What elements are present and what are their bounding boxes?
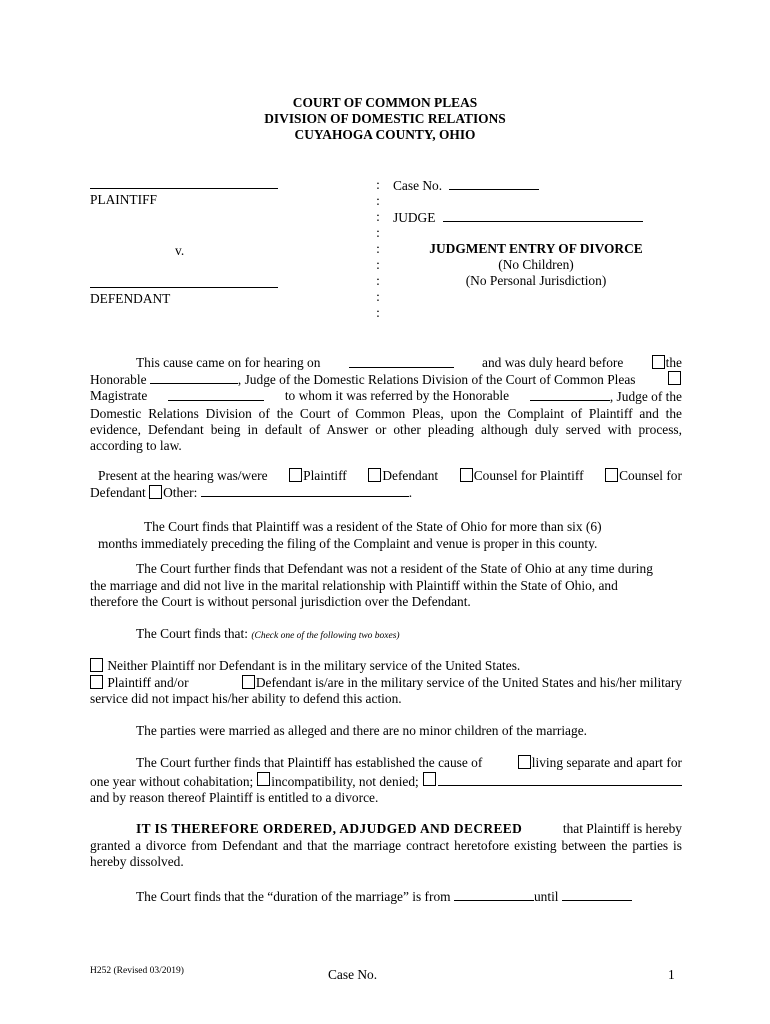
caption-colon: : bbox=[376, 305, 380, 320]
military-intro-text: The Court finds that: bbox=[136, 626, 248, 641]
footer-case-no: Case No. bbox=[328, 967, 378, 982]
hearing-text: This cause came on for hearing on bbox=[136, 355, 321, 370]
judge-name-field[interactable] bbox=[443, 209, 643, 222]
document-subtitle-children: (No Children) bbox=[498, 257, 574, 272]
nonresident-text: The Court further finds that Defendant was not a resident of the State of Ohio at any time during bbox=[136, 561, 653, 576]
caption-colon: : bbox=[376, 257, 380, 272]
duration-text: The Court finds that the “duration of the marriage” is from bbox=[136, 889, 451, 904]
defendant-name-field[interactable] bbox=[90, 277, 278, 288]
residency-text: The Court finds that Plaintiff was a resident of the State of Ohio for more than six (6) bbox=[144, 519, 602, 534]
judge-name-inline-field[interactable] bbox=[150, 371, 238, 384]
defendant-label: DEFENDANT bbox=[90, 291, 171, 306]
present-plaintiff-label: Plaintiff bbox=[303, 468, 347, 483]
magistrate-checkbox[interactable] bbox=[668, 371, 681, 385]
cause-other-checkbox[interactable] bbox=[423, 772, 436, 786]
military-intro bbox=[136, 626, 400, 642]
magistrate-name-field[interactable] bbox=[168, 388, 264, 401]
caption-colon: : bbox=[376, 225, 380, 240]
county-name: CUYAHOGA COUNTY, OHIO bbox=[294, 127, 476, 142]
hearing-text: , Judge of the bbox=[609, 389, 682, 405]
military-defendant-checkbox[interactable] bbox=[242, 675, 255, 689]
plaintiff-label: PLAINTIFF bbox=[90, 192, 157, 207]
order-paragraph bbox=[90, 821, 682, 871]
cause-separate-checkbox[interactable] bbox=[518, 755, 531, 769]
military-none-label: Neither Plaintiff nor Defendant is in the military service of the United States. bbox=[107, 658, 521, 673]
military-service-label: service did not impact his/her ability to defend this action. bbox=[90, 691, 402, 706]
cause-text: The Court further finds that Plaintiff has established the cause of bbox=[136, 755, 483, 770]
order-text: hereby dissolved. bbox=[90, 854, 184, 869]
present-defendant-label: Defendant bbox=[382, 468, 439, 483]
present-paragraph bbox=[90, 468, 682, 501]
marriage-statement: The parties were married as alleged and there are no minor children of the marriage. bbox=[136, 723, 587, 738]
military-none-checkbox[interactable] bbox=[90, 658, 103, 672]
judge-row bbox=[393, 209, 643, 226]
versus-label: v. bbox=[175, 243, 185, 258]
plaintiff-name-field[interactable] bbox=[90, 178, 278, 189]
case-number-field[interactable] bbox=[449, 177, 539, 190]
military-service-label: Plaintiff and/or bbox=[107, 674, 189, 690]
nonresident-text: the marriage and did not live in the marital relationship with Plaintiff within the State of Ohio, and bbox=[90, 577, 618, 593]
referring-judge-field[interactable] bbox=[530, 388, 610, 401]
cause-other-field[interactable] bbox=[438, 773, 682, 786]
document-subtitle-jurisdiction: (No Personal Jurisdiction) bbox=[465, 273, 607, 288]
military-service-label: Defendant is/are in the military service of the United States and his/her military bbox=[255, 674, 682, 690]
present-defendant-checkbox[interactable] bbox=[368, 468, 381, 482]
caption-colon: : bbox=[376, 177, 380, 192]
hearing-text: according to law. bbox=[90, 438, 182, 454]
document-title: JUDGMENT ENTRY OF DIVORCE bbox=[429, 241, 643, 256]
present-other-label: Other: bbox=[163, 485, 198, 501]
judge-label: JUDGE bbox=[393, 210, 436, 225]
present-counsel-defendant-checkbox[interactable] bbox=[605, 468, 618, 482]
hearing-paragraph bbox=[90, 355, 682, 454]
military-instruction: (Check one of the following two boxes) bbox=[251, 631, 400, 641]
order-text: that Plaintiff is hereby bbox=[562, 821, 682, 836]
division-name: DIVISION OF DOMESTIC RELATIONS bbox=[264, 111, 506, 126]
caption-colon: : bbox=[376, 209, 380, 224]
hearing-text: evidence, Defendant being in default of Answer or other pleading although duly served with process, bbox=[90, 421, 682, 437]
case-no-label: Case No. bbox=[393, 178, 443, 193]
present-counsel-defendant-label: Defendant bbox=[90, 485, 146, 501]
duration-from-field[interactable] bbox=[454, 888, 534, 901]
cause-text: and by reason thereof Plaintiff is entitled to a divorce. bbox=[90, 790, 379, 805]
present-text: Present at the hearing was/were bbox=[98, 468, 268, 483]
duration-until-label: until bbox=[533, 889, 559, 904]
caption-colon: : bbox=[376, 273, 380, 288]
hearing-text: and was duly heard before bbox=[482, 355, 624, 370]
present-plaintiff-checkbox[interactable] bbox=[289, 468, 302, 482]
present-counsel-label: Counsel for bbox=[619, 468, 682, 483]
present-other-checkbox[interactable] bbox=[149, 485, 162, 499]
military-options bbox=[90, 658, 682, 708]
hearing-text: to whom it was referred by the Honorable bbox=[284, 388, 510, 404]
nonresident-paragraph bbox=[90, 561, 682, 611]
military-service-checkbox[interactable] bbox=[90, 675, 103, 689]
cause-separate-label: living separate and apart for bbox=[531, 755, 682, 770]
hearing-text: Magistrate bbox=[90, 388, 148, 404]
cause-incompatibility-checkbox[interactable] bbox=[257, 772, 270, 786]
present-counsel-plaintiff-label: Counsel for Plaintiff bbox=[473, 468, 584, 483]
caption-colon: : bbox=[376, 241, 380, 256]
cause-incompatibility-label: incompatibility, not denied; bbox=[271, 773, 419, 789]
cause-paragraph bbox=[90, 755, 682, 807]
judge-checkbox[interactable] bbox=[652, 355, 665, 369]
hearing-text: the bbox=[665, 355, 682, 370]
duration-row bbox=[136, 888, 632, 905]
present-other-field[interactable] bbox=[201, 484, 409, 497]
case-number-row bbox=[393, 177, 539, 194]
hearing-text: Domestic Relations Division of the Court of Common Pleas, upon the Complaint of Plaintiff and the bbox=[90, 405, 682, 421]
court-name: COURT OF COMMON PLEAS bbox=[292, 95, 478, 110]
present-text: . bbox=[408, 485, 413, 501]
present-counsel-plaintiff-checkbox[interactable] bbox=[460, 468, 473, 482]
order-text: granted a divorce from Defendant and that the marriage contract heretofore existing between the parties is bbox=[90, 837, 682, 853]
hearing-text: Honorable bbox=[90, 372, 147, 388]
nonresident-text: therefore the Court is without personal jurisdiction over the Defendant. bbox=[90, 594, 471, 609]
order-decree: IT IS THEREFORE ORDERED, ADJUDGED AND DECREED bbox=[136, 821, 523, 836]
hearing-date-field[interactable] bbox=[349, 355, 454, 368]
residency-paragraph bbox=[98, 518, 682, 552]
form-number: H252 (Revised 03/2019) bbox=[90, 966, 184, 976]
hearing-text: , Judge of the Domestic Relations Division of the Court of Common Pleas bbox=[237, 372, 636, 388]
page-number: 1 bbox=[668, 967, 675, 982]
cause-text: one year without cohabitation; bbox=[90, 773, 254, 789]
caption-colon: : bbox=[376, 193, 380, 208]
caption-colon: : bbox=[376, 289, 380, 304]
residency-text: months immediately preceding the filing of the Complaint and venue is proper in this county. bbox=[98, 536, 598, 551]
duration-until-field[interactable] bbox=[562, 888, 632, 901]
